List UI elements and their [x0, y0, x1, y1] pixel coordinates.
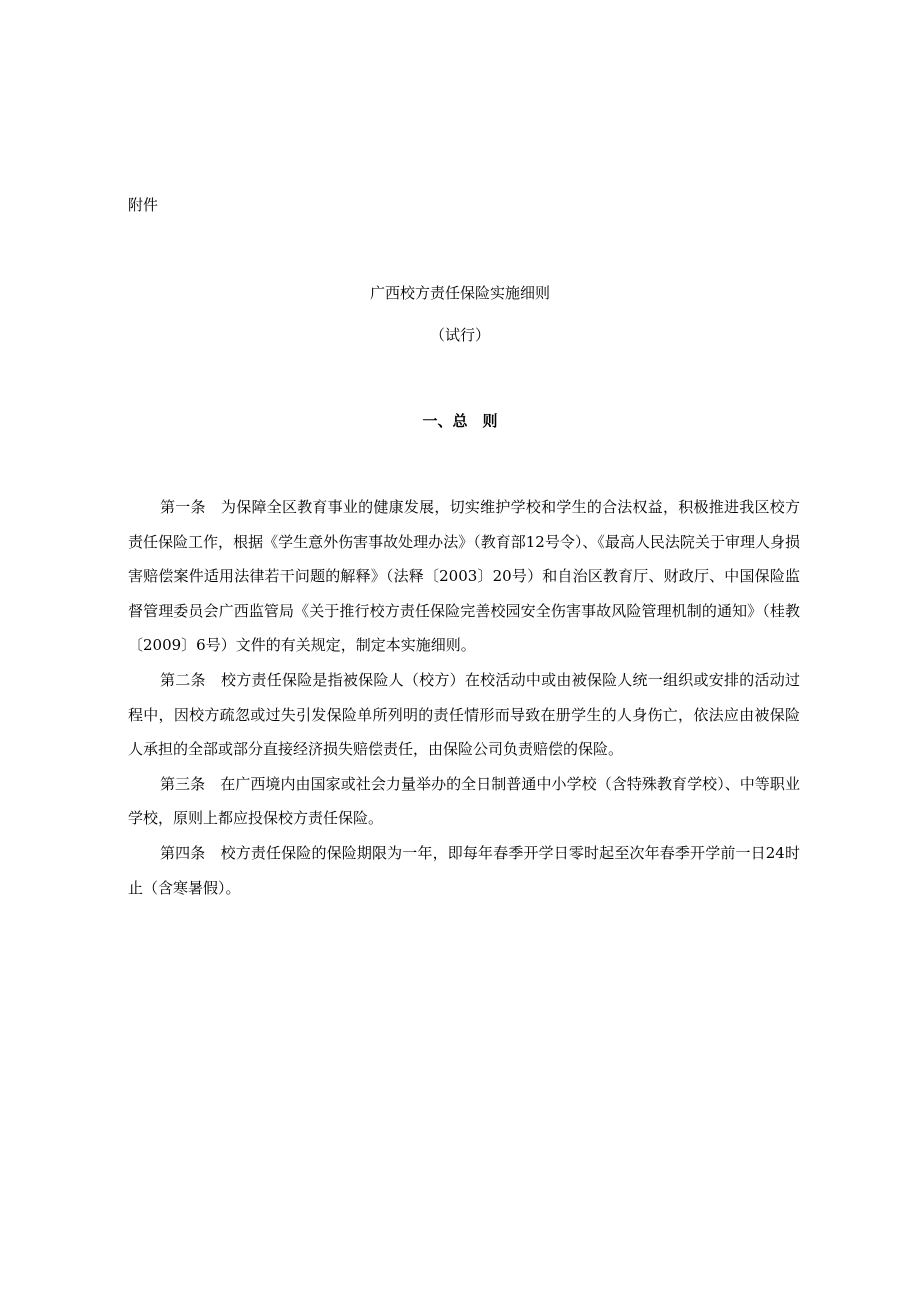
article-1-paragraph: 第一条 为保障全区教育事业的健康发展，切实维护学校和学生的合法权益，积极推进我区校方责任保险工作，根据《学生意外伤害事故处理办法》（教育部12号令）、《最高人民法院关于审理人身损害赔偿案件适用法律若干问题的解释》（法释〔2003〕20号）和自治区教育厅、财政厅、中国保险监督管理委员会广西监管局《关于推行校方责任保险完善校园安全伤害事故风险管理机制的通知》（桂教〔2009〕6号）文件的有关规定，制定本实施细则。 [128, 498, 800, 655]
body-text [128, 490, 800, 905]
article-4-paragraph: 第四条 校方责任保险的保险期限为一年，即每年春季开学日零时起至次年春季开学前一日24时止（含寒暑假）。 [128, 843, 800, 897]
document-subtitle: （试行） [429, 326, 490, 344]
document-title: 广西校方责任保险实施细则 [369, 284, 550, 302]
article-3-paragraph: 第三条 在广西境内由国家或社会力量举办的全日制普通中小学校（含特殊教育学校）、中等职业学校，原则上都应投保校方责任保险。 [128, 774, 800, 828]
section-heading: 一、总 则 [422, 412, 498, 430]
attachment-label: 附件 [128, 196, 159, 214]
article-2-paragraph: 第二条 校方责任保险是指被保险人（校方）在校活动中或由被保险人统一组织或安排的活动过程中，因校方疏忽或过失引发保险单所列明的责任情形而导致在册学生的人身伤亡，依法应由被保险人承担的全部或部分直接经济损失赔偿责任，由保险公司负责赔偿的保险。 [128, 670, 800, 759]
